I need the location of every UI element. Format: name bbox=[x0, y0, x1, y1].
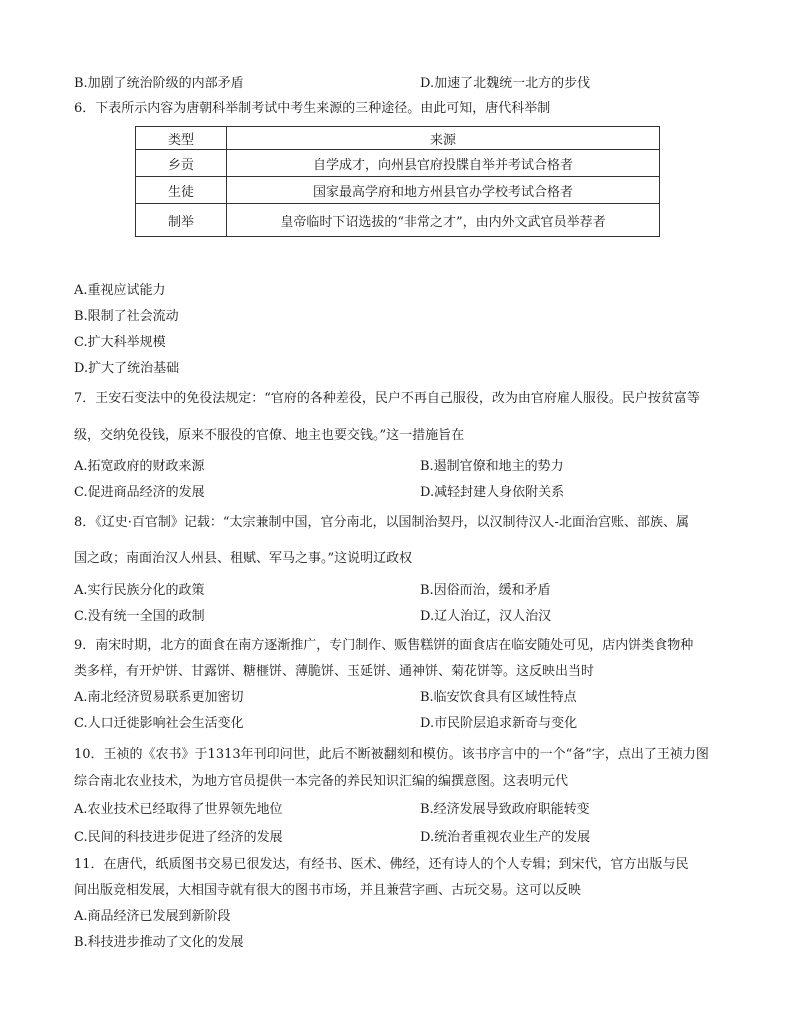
q8-stem-line2: 国之政；南面治汉人州县、租赋、军马之事。”这说明辽政权 bbox=[74, 551, 413, 566]
q7-stem-line2: 级，交纳免役钱，原来不服役的官僚、地主也要交钱。”这一措施旨在 bbox=[74, 428, 465, 443]
q10-option-a: A.农业技术已经取得了世界领先地位 bbox=[74, 802, 283, 817]
q11-stem-line1: 11．在唐代，纸质图书交易已很发达，有经书、医术、佛经，还有诗人的个人专辑；到宋代，官方出版与民 bbox=[74, 857, 689, 872]
table-row bbox=[136, 204, 660, 237]
q6-option-c: C.扩大科举规模 bbox=[74, 335, 166, 350]
table-cell-type: 生徒 bbox=[136, 177, 227, 204]
q10-option-b: B.经济发展导致政府职能转变 bbox=[420, 802, 590, 817]
q5-option-b: B.加剧了统治阶级的内部矛盾 bbox=[74, 76, 244, 91]
table-cell-type: 制举 bbox=[136, 204, 227, 237]
q9-option-c: C.人口迁徙影响社会生活变化 bbox=[74, 716, 244, 731]
q9-option-a: A.南北经济贸易联系更加密切 bbox=[74, 690, 244, 705]
table-header-source: 来源 bbox=[227, 127, 660, 150]
q9-stem-line2: 类多样，有开炉饼、甘露饼、糖榧饼、薄脆饼、玉延饼、通神饼、菊花饼等。这反映出当时 bbox=[74, 664, 595, 679]
table-cell-source: 皇帝临时下诏选拔的“非常之才”，由内外文武官员举荐者 bbox=[227, 204, 660, 237]
table-row bbox=[136, 150, 660, 177]
q6-source-table bbox=[135, 126, 660, 237]
q6-stem: 6．下表所示内容为唐朝科举制考试中考生来源的三种途径。由此可知，唐代科举制 bbox=[74, 101, 551, 116]
table-header-row bbox=[136, 127, 660, 150]
table-cell-source: 国家最高学府和地方州县官办学校考试合格者 bbox=[227, 177, 660, 204]
table-header-type: 类型 bbox=[136, 127, 227, 150]
q11-option-b: B.科技进步推动了文化的发展 bbox=[74, 935, 244, 950]
q11-stem-line2: 间出版竞相发展，大相国寺就有很大的图书市场，并且兼营字画、古玩交易。这可以反映 bbox=[74, 883, 582, 898]
q8-option-a: A.实行民族分化的政策 bbox=[74, 583, 205, 598]
q6-option-d: D.扩大了统治基础 bbox=[74, 361, 180, 376]
q8-option-d: D.辽人治辽，汉人治汉 bbox=[420, 609, 552, 624]
q7-option-b: B.遏制官僚和地主的势力 bbox=[420, 459, 564, 474]
q8-option-b: B.因俗而治，缓和矛盾 bbox=[420, 583, 551, 598]
q6-option-b: B.限制了社会流动 bbox=[74, 309, 179, 324]
q9-option-d: D.市民阶层追求新奇与变化 bbox=[420, 716, 578, 731]
q9-option-b: B.临安饮食具有区域性特点 bbox=[420, 690, 577, 705]
q5-option-d: D.加速了北魏统一北方的步伐 bbox=[420, 76, 591, 91]
q7-option-a: A.拓宽政府的财政来源 bbox=[74, 459, 205, 474]
q6-option-a: A.重视应试能力 bbox=[74, 283, 166, 298]
q10-option-d: D.统治者重视农业生产的发展 bbox=[420, 830, 591, 845]
q7-option-c: C.促进商品经济的发展 bbox=[74, 485, 205, 500]
table-row bbox=[136, 177, 660, 204]
q7-option-d: D.减轻封建人身依附关系 bbox=[420, 485, 565, 500]
q8-stem-line1: 8．《辽史·百官制》记载：“太宗兼制中国，官分南北，以国制治契丹，以汉制待汉人-北面治宫账、部族、属 bbox=[74, 515, 689, 530]
q7-stem-line1: 7．王安石变法中的免役法规定：“官府的各种差役，民户不再自己服役，改为由官府雇人服役。民户按贫富等 bbox=[74, 391, 700, 406]
q9-stem-line1: 9．南宋时期，北方的面食在南方逐渐推广，专门制作、贩售糕饼的面食店在临安随处可见，店内饼类食物种 bbox=[74, 638, 694, 653]
q10-option-c: C.民间的科技进步促进了经济的发展 bbox=[74, 830, 283, 845]
table-cell-type: 乡贡 bbox=[136, 150, 227, 177]
q10-stem-line1: 10．王祯的《农书》于1313年刊印问世，此后不断被翻刻和模仿。该书序言中的一个“备”字，点出了王祯力图 bbox=[74, 747, 709, 762]
q11-option-a: A.商品经济已发展到新阶段 bbox=[74, 909, 231, 924]
q8-option-c: C.没有统一全国的政制 bbox=[74, 609, 205, 624]
table-cell-source: 自学成才，向州县官府投牒自举并考试合格者 bbox=[227, 150, 660, 177]
q10-stem-line2: 综合南北农业技术，为地方官员提供一本完备的养民知识汇编的编撰意图。这表明元代 bbox=[74, 774, 569, 789]
